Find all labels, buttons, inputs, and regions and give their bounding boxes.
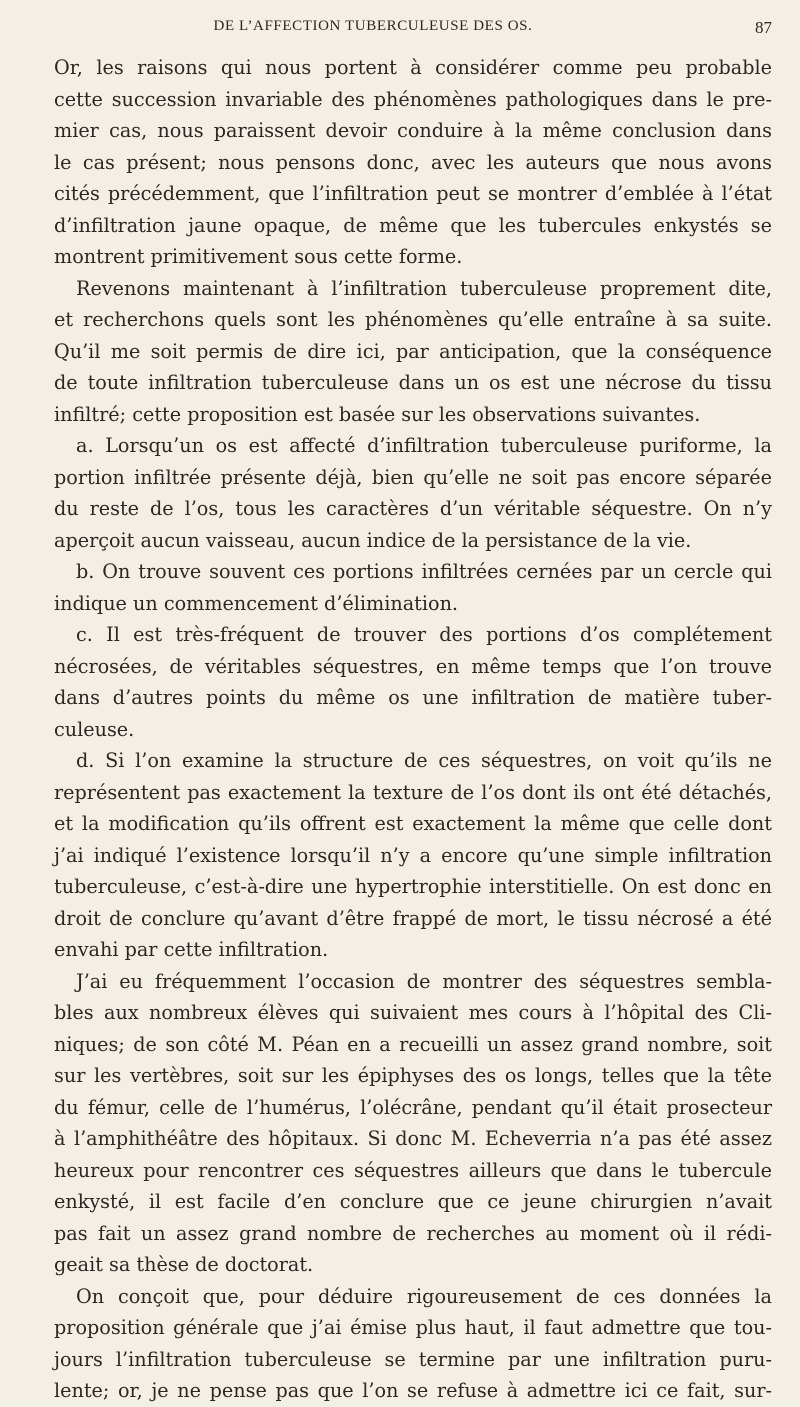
text-line: aperçoit aucun vaisseau, aucun indice de la persistance de la vie. (54, 528, 692, 552)
text-line: b. On trouve souvent ces portions infiltrées cernées par un cercle qui (76, 560, 772, 583)
text-line: lente; or, je ne pense pas que l’on se refuse à admettre ici ce fait, sur- (54, 1379, 772, 1402)
text-line: J’ai eu fréquemment l’occasion de montrer des séquestres sembla- (76, 969, 772, 993)
text-line: et la modification qu’ils offrent est exactement la même que celle dont (54, 812, 772, 835)
text-line: le cas présent; nous pensons donc, avec les auteurs que nous avons (54, 150, 772, 174)
text-line: j’ai indiqué l’existence lorsqu’il n’y a encore qu’une simple infiltration (54, 843, 772, 867)
text-line: indique un commencement d’élimination. (54, 591, 459, 615)
text-line: jours l’infiltration tuberculeuse se termine par une infiltration puru- (54, 1347, 772, 1371)
text-line: a. Lorsqu’un os est affecté d’infiltration tuberculeuse puriforme, la (76, 434, 772, 457)
running-title: DE L’AFFECTION TUBERCULEUSE DES OS. (213, 18, 533, 34)
text-line: représentent pas exactement la texture de l’os dont ils ont été détachés, (54, 780, 772, 804)
text-line: du fémur, celle de l’humérus, l’olécrâne, pendant qu’il était prosecteur (54, 1095, 772, 1119)
text-line: à l’amphithéâtre des hôpitaux. Si donc M. Echeverria n’a pas été assez (54, 1127, 772, 1150)
text-line: de toute infiltration tuberculeuse dans un os est une nécrose du tissu (54, 371, 772, 394)
text-line: et recherchons quels sont les phénomènes qu’elle entraîne à sa suite. (54, 308, 772, 331)
text-line: enkysté, il est facile d’en conclure que ce jeune chirurgien n’avait (54, 1190, 772, 1213)
text-line: envahi par cette infiltration. (54, 938, 329, 961)
text-line: niques; de son côté M. Péan en a recueilli un assez grand nombre, soit (54, 1032, 772, 1056)
text-line: heureux pour rencontrer ces séquestres ailleurs que dans le tubercule (54, 1158, 772, 1182)
text-line: du reste de l’os, tous les caractères d’un véritable séquestre. On n’y (54, 497, 772, 520)
body-text (54, 52, 772, 1407)
text-line: nécrosées, de véritables séquestres, en même temps que l’on trouve (54, 654, 772, 678)
text-line: droit de conclure qu’avant d’être frappé de mort, le tissu nécrosé a été (54, 906, 772, 930)
text-line: mier cas, nous paraissent devoir conduire à la même conclusion dans (54, 119, 772, 142)
running-head (54, 18, 772, 38)
text-line: infiltré; cette proposition est basée sur les observations suivantes. (54, 402, 701, 426)
text-line: pas fait un assez grand nombre de recherches au moment où il rédi- (54, 1221, 772, 1245)
text-line: sur les vertèbres, soit sur les épiphyses des os longs, telles que la tête (54, 1064, 772, 1087)
text-line: c. Il est très-fréquent de trouver des portions d’os complétement (76, 623, 772, 646)
text-line: bles aux nombreux élèves qui suivaient mes cours à l’hôpital des Cli- (54, 1001, 772, 1024)
text-line: Or, les raisons qui nous portent à considérer comme peu probable (54, 56, 772, 79)
text-line: On conçoit que, pour déduire rigoureusement de ces données la (76, 1284, 772, 1308)
text-line: culeuse. (54, 717, 135, 741)
text-line: cités précédemment, que l’infiltration peut se montrer d’emblée à l’état (54, 182, 772, 205)
text-line: dans d’autres points du même os une infiltration de matière tuber- (54, 686, 772, 709)
text-line: montrent primitivement sous cette forme. (54, 245, 463, 268)
text-line: tuberculeuse, c’est-à-dire une hypertrophie interstitielle. On est donc en (54, 875, 772, 898)
page-number: 87 (755, 18, 772, 37)
text-line: d’infiltration jaune opaque, de même que les tubercules enkystés se (54, 213, 772, 237)
text-line: cette succession invariable des phénomènes pathologiques dans le pre- (54, 87, 772, 111)
text-line: Revenons maintenant à l’infiltration tuberculeuse proprement dite, (76, 276, 772, 300)
text-line: portion infiltrée présente déjà, bien qu’elle ne soit pas encore séparée (54, 465, 772, 489)
text-line: proposition générale que j’ai émise plus haut, il faut admettre que tou- (54, 1316, 772, 1339)
text-line: d. Si l’on examine la structure de ces séquestres, on voit qu’ils ne (76, 749, 772, 772)
text-line: Qu’il me soit permis de dire ici, par anticipation, que la conséquence (54, 339, 772, 363)
text-line: geait sa thèse de doctorat. (54, 1253, 314, 1276)
